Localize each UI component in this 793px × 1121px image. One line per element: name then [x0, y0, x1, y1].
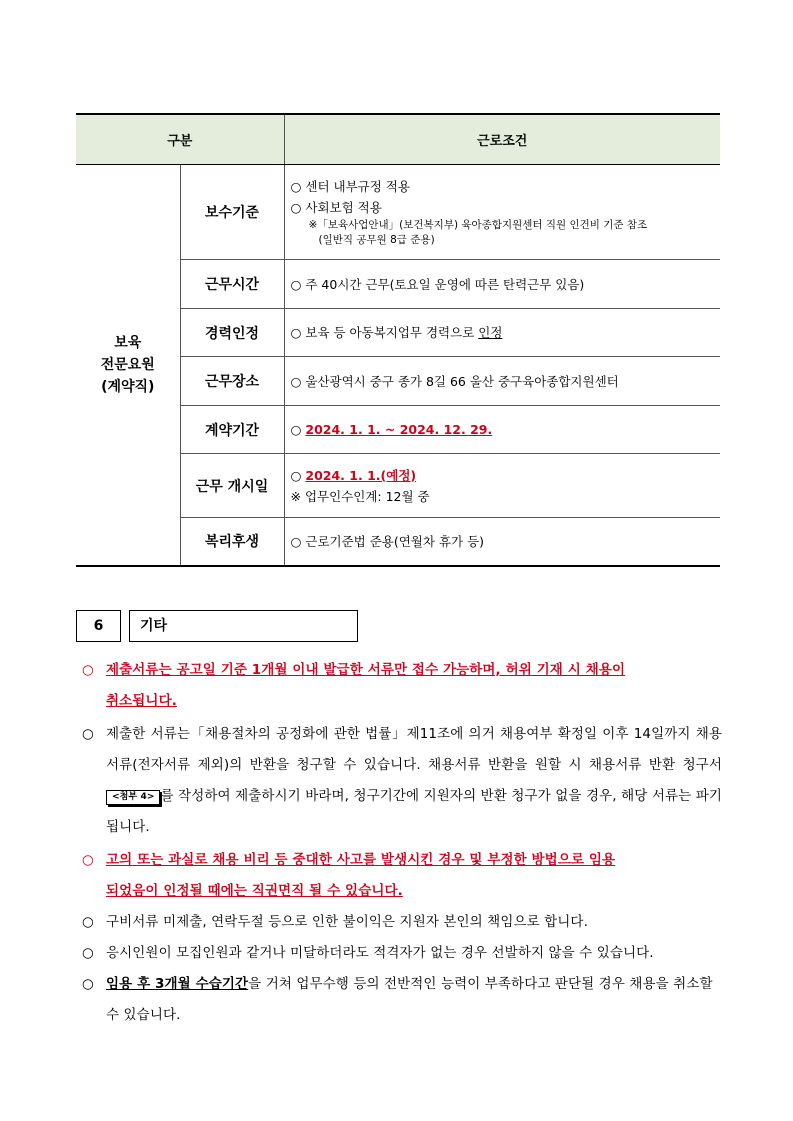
circle-bullet: ○	[82, 914, 94, 930]
notice-line: 고의 또는 과실로 채용 비리 등 중대한 사고를 발생시킨 경우 및 부정한 방법으로 임용	[106, 852, 616, 868]
work-conditions-table	[76, 113, 720, 567]
row-label-welfare: 복리후생	[180, 518, 284, 566]
circle-bullet: ○	[82, 852, 94, 868]
pay-note: (일반직 공무원 8급 준용)	[318, 234, 435, 246]
pay-line: ○ 사회보험 적용	[290, 200, 382, 215]
circle-bullet: ○	[82, 726, 94, 742]
row-label-place: 근무장소	[180, 357, 284, 406]
pay-note: ※「보육사업안내」(보건복지부) 육아종합지원센터 직원 인건비 기준 참조	[308, 219, 648, 231]
row-label-contract: 계약기간	[180, 406, 284, 454]
category-line: 전문요원	[100, 356, 155, 373]
row-label-pay: 보수기준	[180, 165, 284, 260]
row-label-hours: 근무시간	[180, 260, 284, 309]
notice-text	[106, 719, 722, 843]
notice-line: 제출서류는 공고일 기준 1개월 이내 발급한 서류만 접수 가능하며, 허위 기재 시 채용이	[106, 662, 626, 678]
circle-bullet: ○	[82, 945, 94, 961]
notice-item	[82, 845, 722, 907]
notice-text	[106, 969, 722, 1031]
notice-item	[82, 938, 722, 969]
notice-text: 구비서류 미제출, 연락두절 등으로 인한 불이익은 지원자 본인의 책임으로 합니다.	[106, 914, 588, 930]
position-category	[76, 165, 180, 566]
row-value-place: ○ 울산광역시 중구 종가 8길 66 울산 중구육아종합지원센터	[284, 357, 720, 406]
contract-mark: ○	[290, 422, 306, 437]
career-text: ○ 보육 등 아동복지업무 경력으로	[290, 325, 479, 340]
header-conditions: 근로조건	[284, 114, 720, 165]
notice-list	[82, 655, 722, 1031]
notice-item	[82, 655, 722, 717]
notice-line: 되었음이 인정될 때에는 직권면직 될 수 있습니다.	[106, 883, 403, 899]
attachment-badge: <첨부 4>	[106, 790, 160, 805]
table-header-row	[76, 114, 720, 165]
row-value-hours: ○ 주 40시간 근무(토요일 운영에 따른 탄력근무 있음)	[284, 260, 720, 309]
row-value-career	[284, 309, 720, 357]
row-label-career: 경력인정	[180, 309, 284, 357]
category-line: 보육	[114, 334, 142, 351]
start-note: ※ 업무인수인계: 12월 중	[290, 488, 430, 504]
circle-bullet: ○	[82, 976, 94, 992]
row-value-welfare: ○ 근로기준법 준용(연월차 휴가 등)	[284, 518, 720, 566]
header-category: 구분	[76, 114, 284, 165]
contract-period: 2024. 1. 1. ~ 2024. 12. 29.	[305, 422, 493, 437]
notice-item	[82, 969, 722, 1031]
row-value-contract	[284, 406, 720, 454]
section-title: 기타	[129, 610, 358, 642]
start-date: 2024. 1. 1.(예정)	[305, 467, 417, 483]
section-number: 6	[76, 610, 121, 642]
start-mark: ○	[290, 467, 306, 483]
notice-part: 를 작성하여 제출하시기 바라며, 청구기간에 지원자의 반환 청구가 없을 경우, 해당 서류는 파기됩니다.	[106, 788, 722, 835]
notice-item	[82, 907, 722, 938]
category-line: (계약직)	[101, 378, 155, 395]
circle-bullet: ○	[82, 662, 94, 678]
table-row	[76, 165, 720, 260]
row-label-start: 근무 개시일	[180, 454, 284, 518]
career-underlined: 인정	[478, 325, 503, 340]
notice-part: 을 거쳐 업무수행 등의 전반적인 능력이 부족하다고 판단될 경우 채용을 취소할 수 있습니다.	[106, 976, 713, 1023]
notice-line: 취소됩니다.	[106, 693, 177, 709]
pay-line: ○ 센터 내부규정 적용	[290, 179, 410, 194]
notice-text	[106, 655, 722, 717]
notice-text: 응시인원이 모집인원과 같거나 미달하더라도 적격자가 없는 경우 선발하지 않을 수 있습니다.	[106, 945, 654, 961]
row-value-start	[284, 454, 720, 518]
notice-item	[82, 719, 722, 843]
notice-part: 제출한 서류는「채용절차의 공정화에 관한 법률」제11조에 의거 채용여부 확정일 이후 14일까지 채용서류(전자서류 제외)의 반환을 청구할 수 있습니다. 채용서류 반환을 원할 시 채용서류 반환 청구서	[106, 726, 722, 773]
probation-emphasis: 임용 후 3개월 수습기간	[106, 976, 249, 992]
notice-text	[106, 845, 722, 907]
row-value-pay	[284, 165, 720, 260]
